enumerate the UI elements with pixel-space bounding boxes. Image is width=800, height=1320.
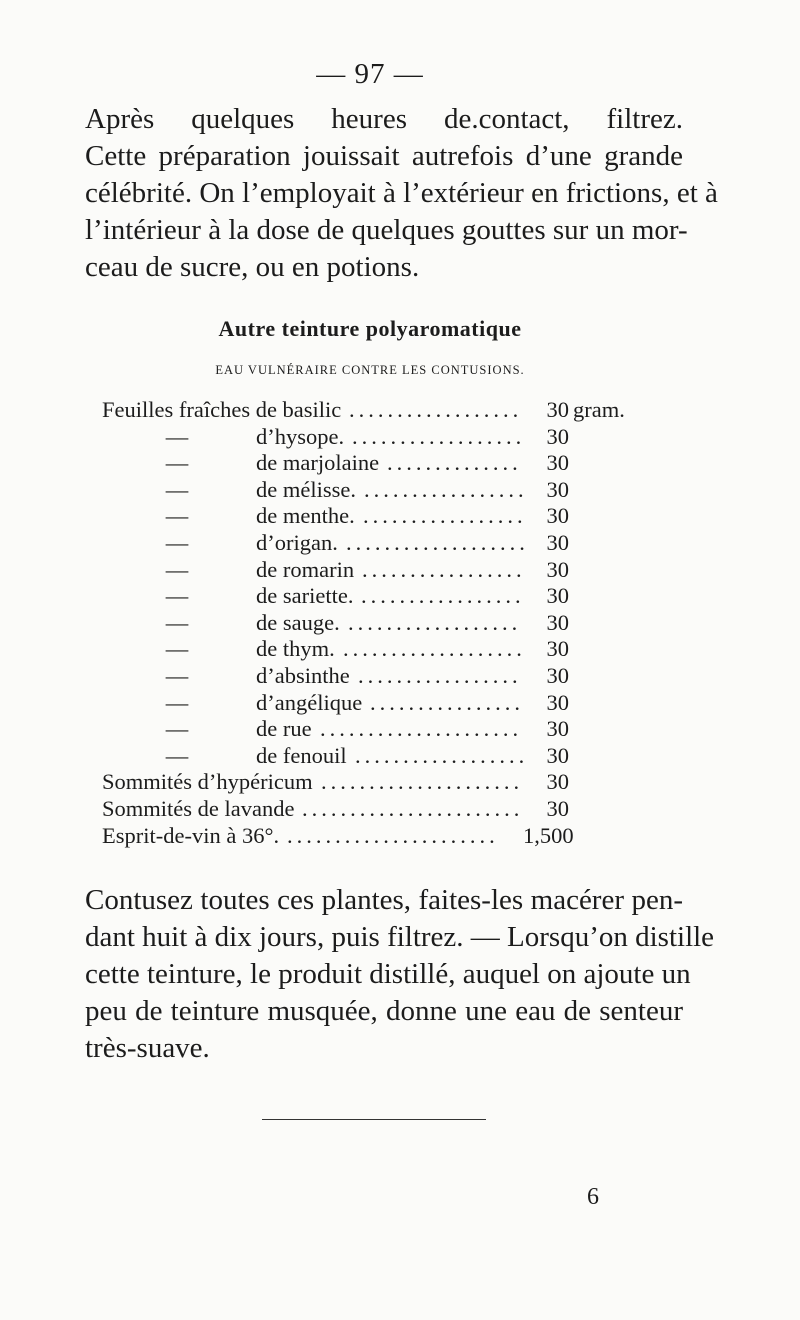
ingredient-name: de sariette. xyxy=(256,583,354,609)
leader-dots: ................. xyxy=(363,503,527,529)
ingredient-quantity: 30 xyxy=(546,689,569,715)
text-line: Cette préparation jouissait autrefois d’une grande xyxy=(85,140,683,172)
ditto-dash: — xyxy=(165,423,189,449)
leader-dots: .................. xyxy=(355,742,529,768)
leader-dots: .................. xyxy=(349,397,523,422)
ingredient-name: d’origan. xyxy=(256,529,338,555)
section-title: Autre teinture polyaromatique xyxy=(218,316,522,341)
ingredient-name: d’hysope. xyxy=(256,423,345,449)
ingredient-quantity: 30 xyxy=(546,583,569,609)
ingredient-quantity: 30 xyxy=(546,795,569,821)
ingredient-row xyxy=(102,663,662,690)
ditto-dash: — xyxy=(165,503,189,529)
text-line: cette teinture, le produit distillé, auquel on ajoute un xyxy=(85,958,691,990)
ditto-dash: — xyxy=(165,662,189,688)
ingredient-name: de menthe. xyxy=(256,503,355,529)
ditto-dash: — xyxy=(165,689,189,715)
signature-mark: 6 xyxy=(587,1184,599,1210)
ingredient-row xyxy=(102,796,662,823)
ingredient-row xyxy=(102,823,662,850)
ingredient-row xyxy=(102,397,662,424)
ingredient-quantity: 30 xyxy=(546,423,569,449)
leader-dots: ................. xyxy=(361,583,525,609)
ingredient-name: Sommités de lavande xyxy=(102,795,295,821)
ingredient-quantity: 30 xyxy=(546,476,569,502)
section-subtitle: EAU VULNÉRAIRE CONTRE LES CONTUSIONS. xyxy=(215,363,525,377)
ingredient-quantity: 30 xyxy=(546,503,569,529)
leader-dots: ................. xyxy=(364,476,528,502)
leader-dots: ................. xyxy=(358,662,522,688)
ingredient-name: de sauge. xyxy=(256,609,340,635)
ingredient-quantity: 30 xyxy=(546,636,569,662)
ingredient-quantity: 30 xyxy=(546,556,569,582)
text-line: ceau de sucre, ou en potions. xyxy=(85,251,420,283)
ingredient-row xyxy=(102,716,662,743)
ditto-dash: — xyxy=(165,636,189,662)
ditto-dash: — xyxy=(165,742,189,768)
ditto-dash: — xyxy=(165,529,189,555)
ingredient-quantity: 1,500 xyxy=(523,822,574,848)
leader-dots: ..................... xyxy=(320,716,523,742)
leader-dots: ................... xyxy=(346,529,529,555)
text-line: célébrité. On l’employait à l’extérieur en frictions, et à xyxy=(85,177,718,209)
ingredient-name: d’absinthe xyxy=(256,662,350,688)
ditto-dash: — xyxy=(165,716,189,742)
ingredient-name: Feuilles fraîches de basilic xyxy=(102,397,342,422)
ingredient-quantity: 30 xyxy=(546,397,569,422)
ingredient-quantity: 30 xyxy=(546,742,569,768)
ingredient-name: Esprit-de-vin à 36°. xyxy=(102,822,280,848)
ingredient-quantity: 30 xyxy=(546,529,569,555)
leader-dots: ................. xyxy=(362,556,526,582)
ditto-dash: — xyxy=(165,609,189,635)
ingredient-row xyxy=(102,690,662,717)
ditto-dash: — xyxy=(165,583,189,609)
leader-dots: ................ xyxy=(370,689,524,715)
section-divider xyxy=(262,1119,486,1120)
ingredient-row xyxy=(102,503,662,530)
leader-dots: .............. xyxy=(387,450,522,476)
text-line: Contusez toutes ces plantes, faites-les macérer pen- xyxy=(85,884,683,916)
page-number: — 97 — xyxy=(316,58,424,90)
ingredient-row xyxy=(102,743,662,770)
ingredient-name: Sommités d’hypéricum xyxy=(102,769,313,795)
text-line: peu de teinture musquée, donne une eau de senteur xyxy=(85,995,683,1027)
ingredient-quantity: 30 xyxy=(546,609,569,635)
ingredient-row xyxy=(102,636,662,663)
leader-dots: ................... xyxy=(343,636,526,662)
ingredient-row xyxy=(102,424,662,451)
ingredient-name: de thym. xyxy=(256,636,335,662)
ingredient-name: de rue xyxy=(256,716,312,742)
closing-paragraph xyxy=(85,882,715,1067)
ditto-dash: — xyxy=(165,450,189,476)
ingredient-quantity: 30 xyxy=(546,662,569,688)
ingredient-name: de marjolaine xyxy=(256,450,380,476)
ditto-dash: — xyxy=(165,556,189,582)
ingredient-list xyxy=(102,397,662,849)
ingredient-unit: gram. xyxy=(573,397,625,422)
leader-dots: ....................... xyxy=(302,795,524,821)
ingredient-row xyxy=(102,557,662,584)
ingredient-quantity: 30 xyxy=(546,769,569,795)
text-line: Après quelques heures de.contact, filtrez. xyxy=(85,103,683,135)
leader-dots: .................. xyxy=(352,423,526,449)
ingredient-name: de mélisse. xyxy=(256,476,356,502)
ingredient-row xyxy=(102,450,662,477)
ditto-dash: — xyxy=(165,476,189,502)
ingredient-name: de fenouil xyxy=(256,742,347,768)
text-line: l’intérieur à la dose de quelques gouttes sur un mor- xyxy=(85,214,688,246)
ingredient-row xyxy=(102,769,662,796)
intro-paragraph xyxy=(85,101,718,286)
ingredient-row xyxy=(102,477,662,504)
text-line: très-suave. xyxy=(85,1032,210,1064)
ingredient-name: de romarin xyxy=(256,556,355,582)
ingredient-row xyxy=(102,583,662,610)
ingredient-quantity: 30 xyxy=(546,450,569,476)
ingredient-quantity: 30 xyxy=(546,716,569,742)
leader-dots: .................. xyxy=(348,609,522,635)
leader-dots: ..................... xyxy=(321,769,524,795)
ingredient-row xyxy=(102,610,662,637)
leader-dots: ...................... xyxy=(287,822,499,848)
text-line: dant huit à dix jours, puis filtrez. — Lorsqu’on distille xyxy=(85,921,715,953)
ingredient-name: d’angélique xyxy=(256,689,363,715)
ingredient-row xyxy=(102,530,662,557)
